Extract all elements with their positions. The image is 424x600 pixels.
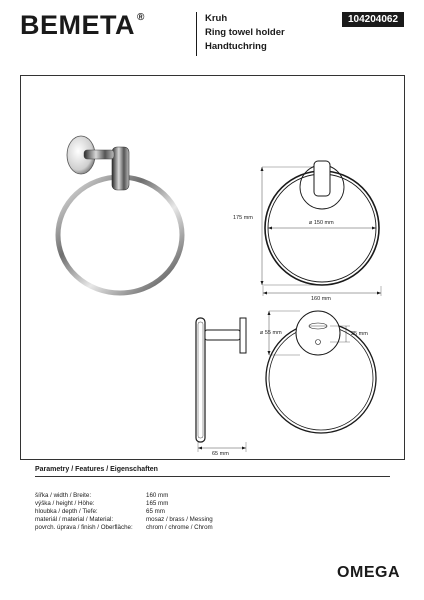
spec-row-finish bbox=[35, 524, 335, 532]
spec-value: 160 mm bbox=[146, 492, 169, 499]
dim-height: 175 mm bbox=[233, 215, 253, 221]
spec-row-height bbox=[35, 500, 335, 508]
spec-row-material bbox=[35, 516, 335, 524]
spec-label: materiál / material / Material: bbox=[35, 516, 114, 523]
product-name-de: Handtuchring bbox=[205, 41, 267, 52]
spec-label: hloubka / depth / Tiefe: bbox=[35, 508, 98, 515]
spec-value: 65 mm bbox=[146, 508, 165, 515]
brand-logo-text: BEMETA bbox=[20, 10, 135, 40]
spec-row-width bbox=[35, 492, 335, 500]
product-code-badge: 104204062 bbox=[342, 12, 404, 27]
dim-depth: 65 mm bbox=[212, 451, 229, 457]
product-photo bbox=[58, 136, 182, 293]
dim-rosette-offset: 25 mm bbox=[351, 331, 368, 337]
spec-value: chrom / chrome / Chrom bbox=[146, 524, 213, 531]
registered-mark: ® bbox=[137, 12, 145, 23]
ring-mount bbox=[112, 147, 129, 190]
features-divider bbox=[35, 476, 390, 477]
spec-value: 165 mm bbox=[146, 500, 169, 507]
spec-row-depth bbox=[35, 508, 335, 516]
dim-rosette-diameter: ⌀ 55 mm bbox=[260, 330, 282, 336]
spec-label: výška / height / Höhe: bbox=[35, 500, 95, 507]
front-view bbox=[261, 161, 382, 296]
features-title: Parametry / Features / Eigenschaften bbox=[35, 466, 158, 473]
dim-ring-diameter: ⌀ 150 mm bbox=[309, 220, 334, 226]
dim-width: 160 mm bbox=[311, 296, 331, 302]
series-name: OMEGA bbox=[337, 564, 400, 581]
ring-photo bbox=[58, 177, 182, 293]
side-view bbox=[196, 318, 246, 452]
ring-arm bbox=[84, 150, 114, 159]
rear-view bbox=[266, 311, 376, 433]
spec-label: povrch. úprava / finish / Oberfläche: bbox=[35, 524, 133, 531]
product-name-en: Ring towel holder bbox=[205, 27, 285, 38]
spec-label: šířka / width / Breite: bbox=[35, 492, 92, 499]
spec-value: mosaz / brass / Messing bbox=[146, 516, 213, 523]
product-name-cz: Kruh bbox=[205, 13, 228, 24]
